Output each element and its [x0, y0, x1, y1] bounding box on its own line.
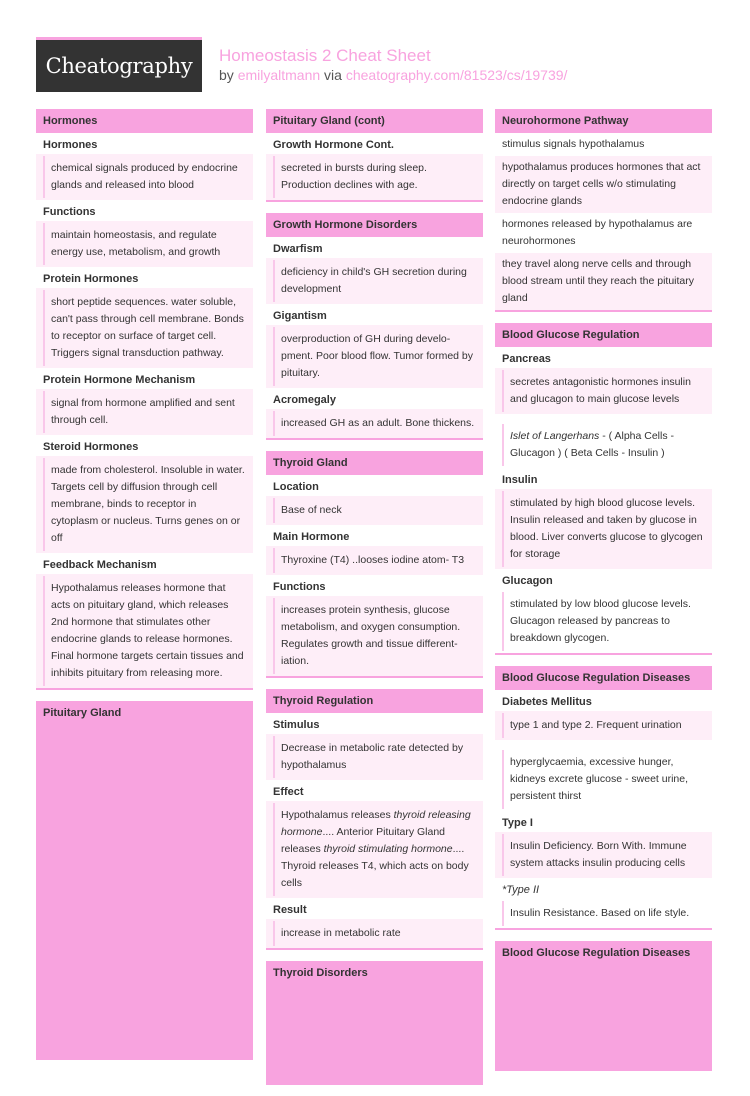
- block-heading: Pituitary Gland (cont): [266, 109, 483, 133]
- entry-text: they travel along nerve cells and through blood stream until they reach the pituitary gland: [495, 253, 712, 310]
- subheading: Acromegaly: [273, 394, 336, 406]
- entry-text: Hypothalamus releases hormone that acts on pituitary gland, which releases 2nd hormone that stimulates other endocrine glands to release hormones. Final hormone targets certain tissues and inhibits pituitary from releasing more.: [43, 576, 246, 686]
- empty-block-body: [495, 965, 712, 1071]
- subheading: Dwarfism: [273, 243, 323, 255]
- subheading: Diabetes Mellitus: [502, 696, 592, 708]
- block-heading: Hormones: [36, 109, 253, 133]
- subheading: Functions: [273, 581, 326, 593]
- entry-text: secretes antagonistic hormones insulin and glucagon to main glucose levels: [502, 370, 705, 412]
- subheading: Main Hormone: [273, 531, 350, 543]
- block-pituitary-gland: [36, 701, 253, 1060]
- block-blood-glucose-regulation: [495, 323, 712, 655]
- block-thyroid-gland: [266, 451, 483, 678]
- entry-text: increase in metabolic rate: [273, 921, 476, 946]
- entry-text: stimulated by low blood glucose levels. Glucagon released by pancreas to breakdown glycogen.: [502, 592, 705, 651]
- subheading: Location: [273, 481, 319, 493]
- author-link[interactable]: emilyaltmann: [237, 67, 321, 83]
- block-pituitary-cont: [266, 109, 483, 202]
- block-heading: Blood Glucose Regulation Diseases: [495, 941, 712, 965]
- empty-block-body: [266, 985, 483, 1085]
- subheading: Functions: [43, 206, 96, 218]
- sheet-title: Homeostasis 2 Cheat Sheet: [219, 46, 431, 65]
- entry-text: Base of neck: [273, 498, 476, 523]
- block-heading: Blood Glucose Regulation Diseases: [495, 666, 712, 690]
- block-hormones: [36, 109, 253, 690]
- block-heading: Neurohormone Pathway: [495, 109, 712, 133]
- block-growth-hormone-disorders: [266, 213, 483, 440]
- entry-text: stimulated by high blood glucose levels. Insulin released and taken by glucose in blood. Liver converts glucose to glycogen for storage: [502, 491, 705, 567]
- entry-text: overproduction of GH during development. Poor blood flow. Tumor formed by pituitary.: [273, 327, 476, 386]
- block-heading: Pituitary Gland: [36, 701, 253, 725]
- entry-text: stimulus signals hypothalamus: [502, 138, 645, 150]
- entry-text: made from cholesterol. Insoluble in water. Targets cell by diffusion through cell membrane, binds to receptor in cytoplasm or nucleus. Turns genes on or off: [43, 458, 246, 551]
- block-heading: Growth Hormone Disorders: [266, 213, 483, 237]
- column-3: [495, 109, 712, 1082]
- subheading: Type I: [502, 817, 533, 829]
- entry-text: Thyroxine (T4) ..looses iodine atom- T3: [273, 548, 476, 573]
- entry-text: hypothalamus produces hormones that act directly on target cells w/o stimulating endocrine glands: [495, 156, 712, 213]
- subheading: Stimulus: [273, 719, 320, 731]
- subheading: Hormones: [43, 139, 98, 151]
- entry-text: increased GH as an adult. Bone thickens.: [273, 411, 476, 436]
- byline-by: by: [219, 67, 238, 83]
- block-heading: Thyroid Gland: [266, 451, 483, 475]
- entry-text: Insulin Deficiency. Born With. Immune system attacks insulin producing cells: [502, 834, 705, 876]
- subheading: Result: [273, 904, 307, 916]
- subheading: Growth Hormone Cont.: [273, 139, 394, 151]
- entry-text: Islet of Langerhans - ( Alpha Cells - Glucagon ) ( Beta Cells - Insulin ): [502, 424, 705, 466]
- entry-text: short peptide sequences. water soluble, can't pass through cell membrane. Bonds to receptor on surface of target cell. Triggers signal transduction pathway.: [43, 290, 246, 366]
- byline: [219, 67, 567, 83]
- entry-text: deficiency in child's GH secretion during development: [273, 260, 476, 302]
- subheading: Effect: [273, 786, 304, 798]
- subheading: Insulin: [502, 474, 538, 486]
- entry-text: Insulin Resistance. Based on life style.: [502, 901, 705, 926]
- column-1: [36, 109, 253, 1071]
- block-heading: Thyroid Disorders: [266, 961, 483, 985]
- entry-text: Hypothalamus releases thyroid releasing hormone.... Anterior Pituitary Gland releases thyroid stimulating hormone.... Thyroid releases T4, which acts on body cells: [273, 803, 476, 896]
- block-neurohormone-pathway: [495, 109, 712, 312]
- subheading: Protein Hormones: [43, 273, 139, 285]
- block-thyroid-disorders: [266, 961, 483, 1085]
- subheading: Steroid Hormones: [43, 441, 139, 453]
- subheading: Pancreas: [502, 353, 551, 365]
- block-heading: Thyroid Regulation: [266, 689, 483, 713]
- block-blood-glucose-regulation-diseases: [495, 666, 712, 930]
- subheading: Protein Hormone Mechanism: [43, 374, 196, 386]
- cheatography-logo[interactable]: [36, 37, 202, 92]
- column-2: [266, 109, 483, 1096]
- entry-text: hormones released by hypothalamus are neurohormones: [502, 218, 693, 247]
- subheading: Gigantism: [273, 310, 327, 322]
- entry-text: hyperglycaemia, excessive hunger, kidneys excrete glucose - sweet urine, persistent thirst: [502, 750, 705, 809]
- sheet-url-link[interactable]: cheatography.com/81523/cs/19739/: [345, 67, 568, 83]
- logo-text: Cheatography: [45, 54, 193, 78]
- entry-text: chemical signals produced by endocrine glands and released into blood: [43, 156, 246, 198]
- block-thyroid-regulation: [266, 689, 483, 950]
- block-blood-glucose-regulation-diseases-2: [495, 941, 712, 1071]
- entry-text: type 1 and type 2. Frequent urination: [502, 713, 705, 738]
- byline-via: via: [320, 67, 346, 83]
- subheading: Feedback Mechanism: [43, 559, 157, 571]
- empty-block-body: [36, 725, 253, 1060]
- entry-text: signal from hormone amplified and sent through cell.: [43, 391, 246, 433]
- entry-text: Decrease in metabolic rate detected by hypothalamus: [273, 736, 476, 778]
- subheading: *Type II: [502, 884, 540, 896]
- entry-text: maintain homeostasis, and regulate energy use, metabolism, and growth: [43, 223, 246, 265]
- subheading: Glucagon: [502, 575, 553, 587]
- entry-text: increases protein synthesis, glucose metabolism, and oxygen consumption. Regulates growth and tissue differentiation.: [273, 598, 476, 674]
- entry-text: secreted in bursts during sleep. Production declines with age.: [273, 156, 476, 198]
- block-heading: Blood Glucose Regulation: [495, 323, 712, 347]
